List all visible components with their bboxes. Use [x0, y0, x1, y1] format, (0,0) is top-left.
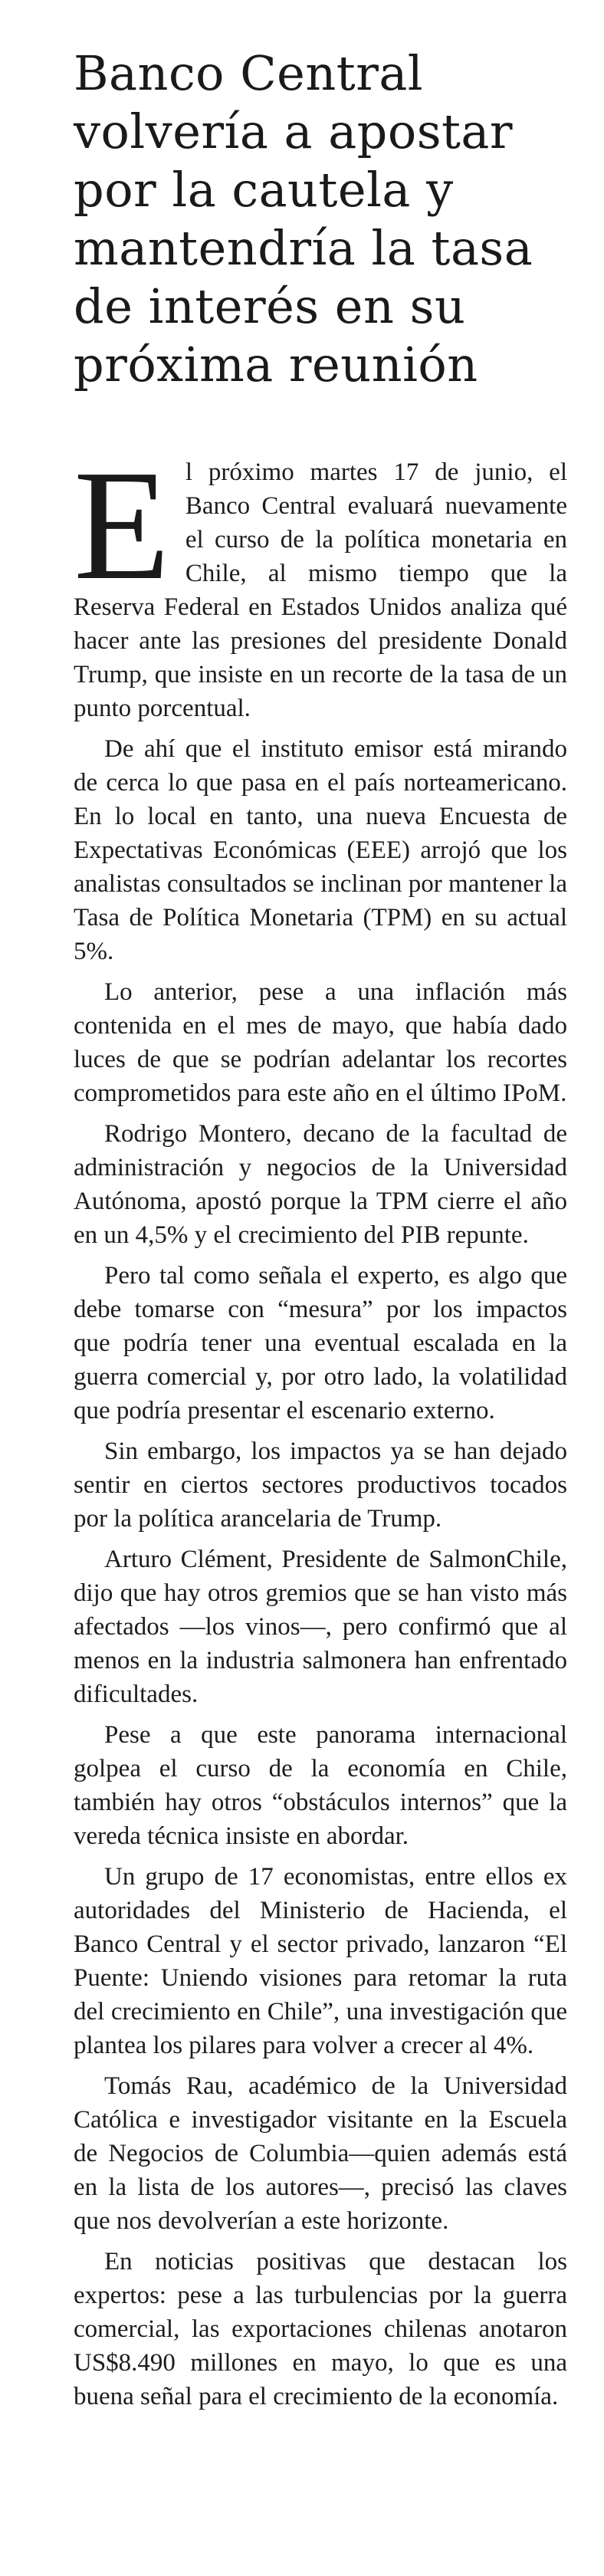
- paragraph: Sin embargo, los impactos ya se han dejado sentir en ciertos sectores productivos tocados por la política arancelaria de Trump.: [74, 1438, 567, 1533]
- paragraph: En noticias positivas que destacan los expertos: pese a las turbulencias por la guerra comercial, las exportaciones chilenas anotaron US$8.490 millones en mayo, lo que es una buena señal para el crecimiento de la economía.: [74, 2248, 567, 2410]
- paragraph: Rodrigo Montero, decano de la facultad de administración y negocios de la Universidad Autónoma, apostó porque la TPM cierre el año en un 4,5% y el crecimiento del PIB repunte.: [74, 1120, 567, 1249]
- paragraph: Tomás Rau, académico de la Universidad Católica e investigador visitante en la Escuela de Negocios de Columbia—quien además está en la lista de los autores—, precisó las claves que nos devolverían a este horizonte.: [74, 2072, 567, 2235]
- paragraph: Lo anterior, pese a una inflación más contenida en el mes de mayo, que había dado luces de que se podrían adelantar los recortes comprometidos para este año en el último IPoM.: [74, 978, 567, 1107]
- article-body: [74, 437, 567, 2420]
- paragraph: Pero tal como señala el experto, es algo que debe tomarse con “mesura” por los impactos que podría tener una eventual escalada en la guerra comercial y, por otro lado, la volatilidad que podría presentar el escenario externo.: [74, 1262, 567, 1424]
- paragraph: Pese a que este panorama internacional golpea el curso de la economía en Chile, también hay otros “obstáculos internos” que la vereda técnica insiste en abordar.: [74, 1721, 567, 1850]
- headline: Banco Central volvería a apostar por la cautela y mantendría la tasa de interés en su próxima reunión: [74, 45, 533, 393]
- lead-text: l próximo martes 17 de junio, el Banco Central evaluará nuevamente el curso de la política monetaria en Chile, al mismo tiempo que la Reserva Federal en Estados Unidos analiza qué hacer ante las presiones del presidente Donald Trump, que insiste en un recorte de la tasa de un punto porcentual.: [74, 458, 567, 722]
- lead-paragraph: [74, 437, 567, 725]
- drop-cap: E: [74, 437, 170, 613]
- paragraph: Arturo Clément, Presidente de SalmonChile, dijo que hay otros gremios que se han visto más afectados —los vinos—, pero confirmó que al menos en la industria salmonera han enfrentado dificultades.: [74, 1546, 567, 1708]
- paragraph: Un grupo de 17 economistas, entre ellos ex autoridades del Ministerio de Hacienda, el Banco Central y el sector privado, lanzaron “El Puente: Uniendo visiones para retomar la ruta del crecimiento en Chile”, una investigación que plantea los pilares para volver a crecer al 4%.: [74, 1863, 567, 2059]
- paragraph: De ahí que el instituto emisor está mirando de cerca lo que pasa en el país norteamericano. En lo local en tanto, una nueva Encuesta de Expectativas Económicas (EEE) arrojó que los analistas consultados se inclinan por mantener la Tasa de Política Monetaria (TPM) en su actual 5%.: [74, 735, 567, 965]
